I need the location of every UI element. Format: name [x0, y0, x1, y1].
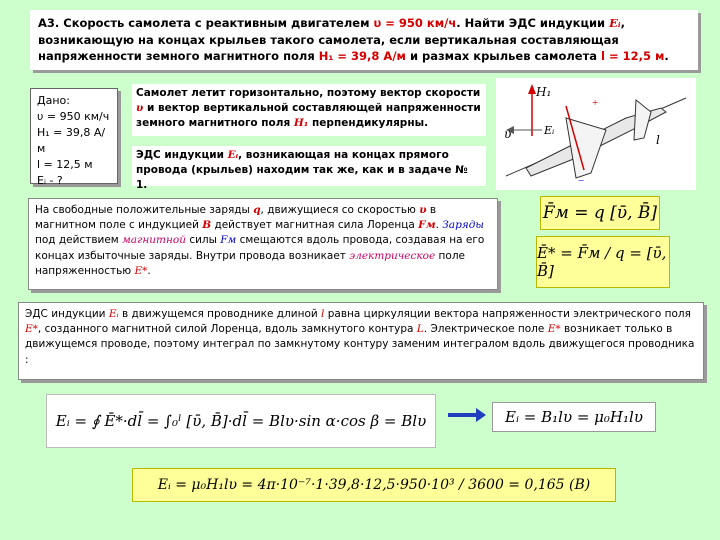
- lorentz-explanation: На свободные положительные заряды q, движущиеся со скоростью υ в магнитном поле с индукцией B действует магнитная сила Лоренца Fм. Заряды под действием магнитной силы Fм смещаются вдоль провода, создавая на его концах избыточные заряды. Внутри провода возникает электрическое поле напряженностью E*.: [28, 198, 498, 290]
- given-line: Eᵢ - ?: [37, 173, 63, 187]
- explanation-emf: ЭДС индукции Eᵢ, возникающая на концах прямого провода (крыльев) находим так же, как и в задаче № 1.: [132, 146, 486, 186]
- emf-short-formula: Eᵢ = B₁lυ = μ₀H₁lυ: [492, 402, 656, 432]
- result-arrow-icon: [476, 408, 486, 422]
- v-label: υ: [504, 127, 512, 141]
- given-line: υ = 950 км/ч: [37, 109, 110, 123]
- integral-formula: Eᵢ = ∮ Ē*·dl̄ = ∫₀ˡ [ῡ, B̄]·dl̄ = Blυ·sin α·cos β = Blυ: [46, 394, 436, 448]
- svg-text:−: −: [578, 175, 585, 187]
- plane-diagram-svg: [496, 78, 696, 190]
- ei-label: Eᵢ: [544, 124, 555, 137]
- svg-text:+: +: [592, 97, 599, 109]
- circulation-explanation: ЭДС индукции Eᵢ в движущемся проводнике длиной l равна циркуляции вектора напряженности электрического поля E*, созданного магнитной силой Лоренца, вдоль замкнутого контура L. Электрическое поле E* возникает только в движущемся проводе, поэтому интеграл по замкнутому контуру заменим интегралом вдоль движущегося проводника :: [18, 302, 704, 380]
- given-line: l = 12,5 м: [37, 157, 93, 171]
- final-calculation: Eᵢ = μ₀H₁lυ = 4π·10⁻⁷·1·39,8·12,5·950·10³ / 3600 = 0,165 (B): [132, 468, 616, 502]
- plane-tail: [634, 100, 651, 140]
- given-box: [30, 88, 118, 187]
- result-arrow-shaft: [448, 413, 478, 417]
- l-label: l: [656, 133, 660, 147]
- problem-statement: А3. Скорость самолета с реактивным двигателем υ = 950 км/ч. Найти ЭДС индукции Eᵢ, возникающую на концах крыльев такого самолета, если вертикальная составляющая напряженности земного магнитного поля H₁ = 39,8 А/м и размах крыльев самолета l = 12,5 м.: [30, 10, 698, 70]
- given-title: Дано:: [37, 94, 70, 107]
- plane-diagram: [496, 78, 696, 190]
- lorentz-force-formula: F̄м = q [ῡ, B̄]: [540, 196, 660, 230]
- h1-arrowhead: [528, 84, 536, 94]
- field-strength-formula: Ē* = F̄м / q = [ῡ, B̄]: [536, 236, 670, 288]
- explanation-perpendicular: Самолет летит горизонтально, поэтому вектор скорости υ и вектор вертикальной составляющей напряженности земного магнитного поля H₁ перпендикулярны.: [132, 84, 486, 136]
- given-line: H₁ = 39,8 А/м: [37, 125, 106, 155]
- h1-label: H₁: [536, 85, 552, 99]
